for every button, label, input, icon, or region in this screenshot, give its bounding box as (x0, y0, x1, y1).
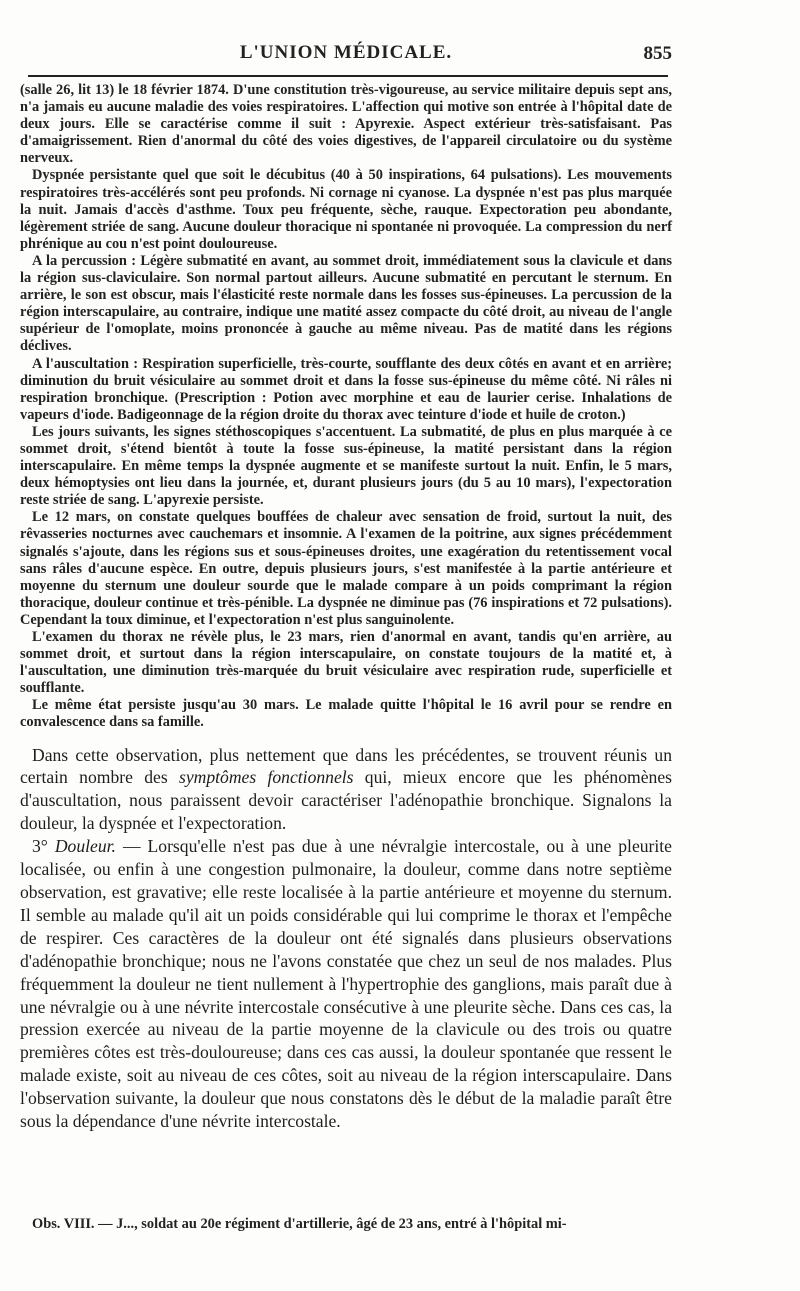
section-number: 3° (32, 836, 55, 857)
text-run: qui, mieux encore que les phénomènes d'auscultation, nous paraissent devoir caractériser l'adénopathie bronchique. Signalons la douleur, la dyspnée et l'expectoration. (20, 767, 672, 834)
case-paragraph: A la percussion : Légère submatité en avant, au sommet droit, immédiatement sous la clavicule et dans la région sus-claviculaire. Son normal partout ailleurs. Aucune submatité en percutant le sternum. En arrière, le son est obscur, mais l'élasticité reste normale dans les fosses sus-épineuses. La percussion de la région interscapulaire, au contraire, indique une matité assez compacte du côté droit, au niveau de l'angle supérieur de l'omoplate, moins prononcée à gauche au même niveau. Pas de matité dans les régions déclives. (20, 252, 672, 355)
discussion-paragraph (20, 744, 672, 836)
case-paragraph: A l'auscultation : Respiration superficielle, très-courte, soufflante des deux côtés en avant et en arrière; diminution du bruit vésiculaire au sommet droit et dans la fosse sus-épineuse du même côté. Ni râles ni respiration bronchique. (Prescription : Potion avec morphine et eau de laurier cerise. Inhalations de vapeurs d'iode. Badigeonnage de la région droite du thorax avec teinture d'iode et huile de croton.) (20, 355, 672, 423)
discussion (20, 744, 672, 1133)
italic-term: symptômes fonctionnels (178, 767, 354, 788)
next-observation: Obs. VIII. — J..., soldat au 20e régiment d'artillerie, âgé de 23 ans, entré à l'hôpital mi- (32, 1216, 567, 1232)
case-paragraph: L'examen du thorax ne révèle plus, le 23 mars, rien d'anormal en avant, tandis qu'en arrière, au sommet droit, et surtout dans la région interscapulaire, on constate toujours de la matité et, à l'auscultation, une diminution très-marquée du bruit vésiculaire avec respiration rude, superficielle et soufflante. (20, 629, 672, 697)
running-head (20, 42, 672, 68)
case-paragraph: Les jours suivants, les signes stéthoscopiques s'accentuent. La submatité, de plus en plus marquée à ce sommet droit, s'étend bientôt à toute la fosse sus-épineuse, la matité persistant dans la région interscapulaire. En même temps la dyspnée augmente et se manifeste surtout la nuit. Enfin, le 5 mars, deux hémoptysies ont lieu dans la journée, et, durant plusieurs jours (du 5 au 10 mars), l'expectoration reste striée de sang. L'apyrexie persiste. (20, 423, 672, 509)
text-run: — Lorsqu'elle n'est pas due à une névralgie intercostale, ou à une pleurite localisée, ou enfin à une congestion pulmonaire, la douleur, comme dans notre septième observation, est gravative; elle reste localisée à la partie antérieure et moyenne du sternum. Il semble au malade qu'il ait un poids considérable qui lui comprime le thorax et l'empêche de respirer. Ces caractères de la douleur ont été signalés dans plusieurs observations d'adénopathie bronchique; nous ne l'avons constatée que chez un seul de nos malades. Plus fréquemment la douleur ne tient nullement à l'hypertrophie des ganglions, mais paraît due à une névralgie ou à une névrite intercostale consécutive à une pleurite sèche. Dans ces cas, la pression exercée au niveau de la partie moyenne de la clavicule ou des trois ou quatre premières côtes est très-douloureuse; dans ces cas aussi, la douleur spontanée que ressent le malade existe, soit au niveau de ces côtes, soit au niveau de la région interscapulaire. Dans l'observation suivante, la douleur que nous constatons dès le début de la maladie paraît être sous la dépendance d'une névrite intercostale. (20, 836, 672, 1132)
case-paragraph: (salle 26, lit 13) le 18 février 1874. D'une constitution très-vigoureuse, au service militaire depuis sept ans, n'a jamais eu aucune maladie des voies respiratoires. L'affection qui motive son entrée à l'hôpital date de deux jours. Elle se caractérise comme il suit : Apyrexie. Aspect extérieur très-satisfaisant. Pas d'amaigrissement. Rien d'anormal du côté des voies digestives, de l'appareil circulatoire ou du système nerveux. (20, 82, 672, 167)
case-report (20, 82, 672, 732)
header-rule (28, 75, 668, 77)
discussion-paragraph (20, 835, 672, 1133)
text-run: Dans cette observation, plus nettement que dans les précédentes, se trouvent réunis un certain nombre des (20, 744, 672, 788)
page-number: 855 (643, 43, 672, 64)
case-paragraph: Le même état persiste jusqu'au 30 mars. Le malade quitte l'hôpital le 16 avril pour se rendre en convalescence dans sa famille. (20, 697, 672, 731)
running-title: L'UNION MÉDICALE. (239, 42, 453, 63)
case-paragraph: Dyspnée persistante quel que soit le décubitus (40 à 50 inspirations, 64 pulsations). Les mouvements respiratoires très-accélérés sont peu profonds. Ni cornage ni cyanose. La dyspnée n'est pas plus marquée la nuit. Jamais d'accès d'asthme. Toux peu fréquente, sèche, rauque. Expectoration peu abondante, légèrement striée de sang. Aucune douleur thoracique ni spontanée ni provoquée. La compression du nerf phrénique au cou n'est point douloureuse. (20, 167, 672, 252)
section-heading: Douleur. (54, 836, 116, 857)
case-paragraph: Le 12 mars, on constate quelques bouffées de chaleur avec sensation de froid, surtout la nuit, des rêvasseries nocturnes avec cauchemars et insomnie. A l'examen de la poitrine, aux signes précédemment signalés s'ajoute, dans les régions sus et sous-épineuses droites, une exagération du retentissement vocal sans râles d'aucune espèce. En outre, depuis plusieurs jours, s'est manifestée à la partie antérieure et moyenne du sternum une douleur sourde que le malade compare à un poids comprimant la région thoracique, douleur continue et très-pénible. La dyspnée ne diminue pas (76 inspirations et 72 pulsations). Cependant la toux diminue, et l'expectoration n'est plus sanguinolente. (20, 509, 672, 628)
body-text (20, 82, 672, 1133)
